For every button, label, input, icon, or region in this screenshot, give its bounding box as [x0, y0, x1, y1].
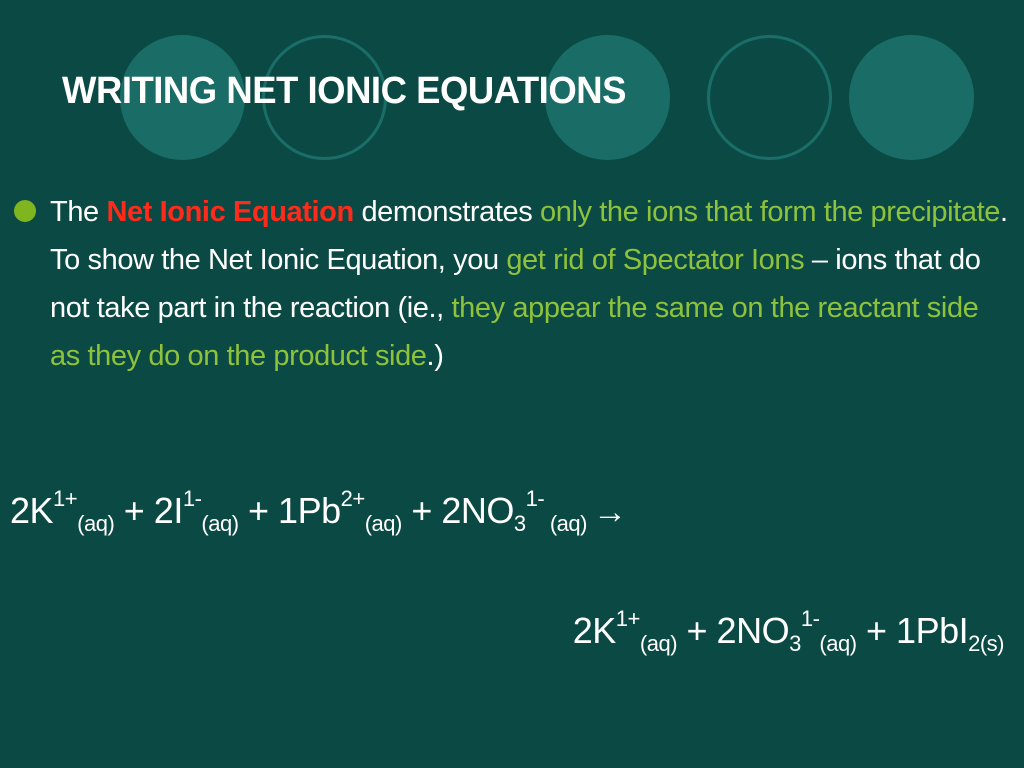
species-iodide: 2I [153, 490, 183, 531]
keyword-net-ionic-equation: Net Ionic Equation [106, 196, 354, 228]
plus-sign: + [114, 490, 154, 531]
species-nitrate: 2NO [441, 490, 514, 531]
text-segment: .) [426, 340, 444, 372]
decorative-circle-3 [849, 35, 974, 160]
charge: 1- [182, 486, 202, 511]
species-nitrate: 2NO [716, 610, 790, 651]
state: (aq) [201, 511, 239, 537]
ionic-equation-reactants [10, 486, 627, 537]
charge: 2+ [340, 486, 365, 511]
text-segment: . To show the Net Ionic Equation, you [50, 196, 1008, 276]
decorative-ring-2 [707, 35, 832, 160]
state: 2(s) [968, 631, 1004, 657]
ionic-equation-products [572, 606, 1004, 657]
species-lead-iodide: 1PbI [896, 610, 969, 651]
highlight-precipitate: only the ions that form the precipitate [540, 196, 1000, 228]
plus-sign: + [677, 610, 717, 651]
reaction-arrow-icon: → [592, 493, 627, 531]
charge: 1+ [615, 606, 640, 631]
plus-sign: + [856, 610, 897, 651]
bullet-text [50, 188, 1010, 380]
state: (aq) [364, 511, 402, 537]
charge: 1- [800, 606, 820, 631]
subscript: 3 [513, 511, 526, 537]
state: (aq) [639, 631, 678, 657]
plus-sign: + [238, 490, 279, 531]
species-potassium: 2K [10, 490, 54, 531]
state: (aq) [77, 511, 115, 537]
highlight-spectator-ions: get rid of Spectator Ions [506, 244, 805, 276]
slide-title: WRITING NET IONIC EQUATIONS [62, 70, 626, 112]
state: (aq) [819, 631, 857, 657]
charge: 1+ [53, 486, 78, 511]
bullet-dot-icon [14, 200, 36, 222]
text-segment: demonstrates [353, 196, 541, 228]
text-segment: – ions that do not take part in the reaction (ie., [50, 244, 981, 324]
plus-sign: + [401, 490, 442, 531]
species-potassium: 2K [572, 610, 616, 651]
charge: 1- [525, 486, 545, 511]
subscript: 3 [789, 631, 801, 657]
text-segment: The [50, 196, 107, 228]
highlight-same-sides: they appear the same on the reactant side as they do on the product side [50, 292, 979, 372]
state: (aq) [544, 511, 587, 537]
species-lead: 1Pb [278, 490, 341, 531]
